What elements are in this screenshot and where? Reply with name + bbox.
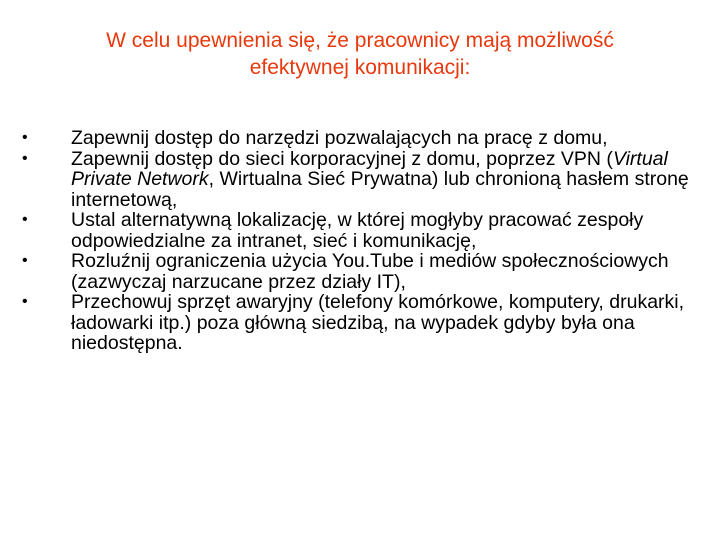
bullet-text-before: Zapewnij dostęp do sieci korporacyjnej z domu, poprzez VPN ( (71, 147, 613, 170)
bullet-text (71, 149, 702, 211)
bullet-text: Przechowuj sprzęt awaryjny (telefony komórkowe, komputery, drukarki, ładowarki itp.) poza główną siedzibą, na wypadek gdyby była ona niedostępna. (71, 291, 685, 354)
bullet-item-alt-location (22, 210, 702, 251)
slide-title-line-1: W celu upewnienia się, że pracownicy mają możliwość (106, 29, 614, 52)
bullet-text-italic: Virtual Private Network (71, 147, 668, 190)
slide-title-line-2: efektywnej komunikacji: (249, 56, 471, 79)
bullet-item-social-media (22, 251, 702, 292)
bullet-item-tools (22, 128, 702, 149)
bullet-text-after: , Wirtualna Sieć Prywatna) lub chronioną hasłem stronę internetową, (71, 168, 689, 211)
bullet-marker: • (22, 129, 28, 146)
bullet-item-vpn (22, 149, 702, 211)
bullet-marker: • (22, 293, 28, 310)
slide-title (40, 27, 680, 81)
bullet-item-emergency-equipment (22, 292, 702, 354)
bullet-marker: • (22, 211, 28, 228)
bullet-list (22, 128, 702, 354)
bullet-text: Ustal alternatywną lokalizację, w której mogłyby pracować zespoły odpowiedzialne za intranet, sieć i komunikację, (71, 209, 644, 252)
bullet-marker: • (22, 149, 28, 167)
bullet-text: Rozluźnij ograniczenia użycia You.Tube i mediów społecznościowych (zazwyczaj narzucane przez działy IT), (71, 250, 669, 293)
bullet-marker: • (22, 252, 28, 269)
bullet-text: Zapewnij dostęp do narzędzi pozwalających na pracę z domu, (71, 127, 608, 149)
